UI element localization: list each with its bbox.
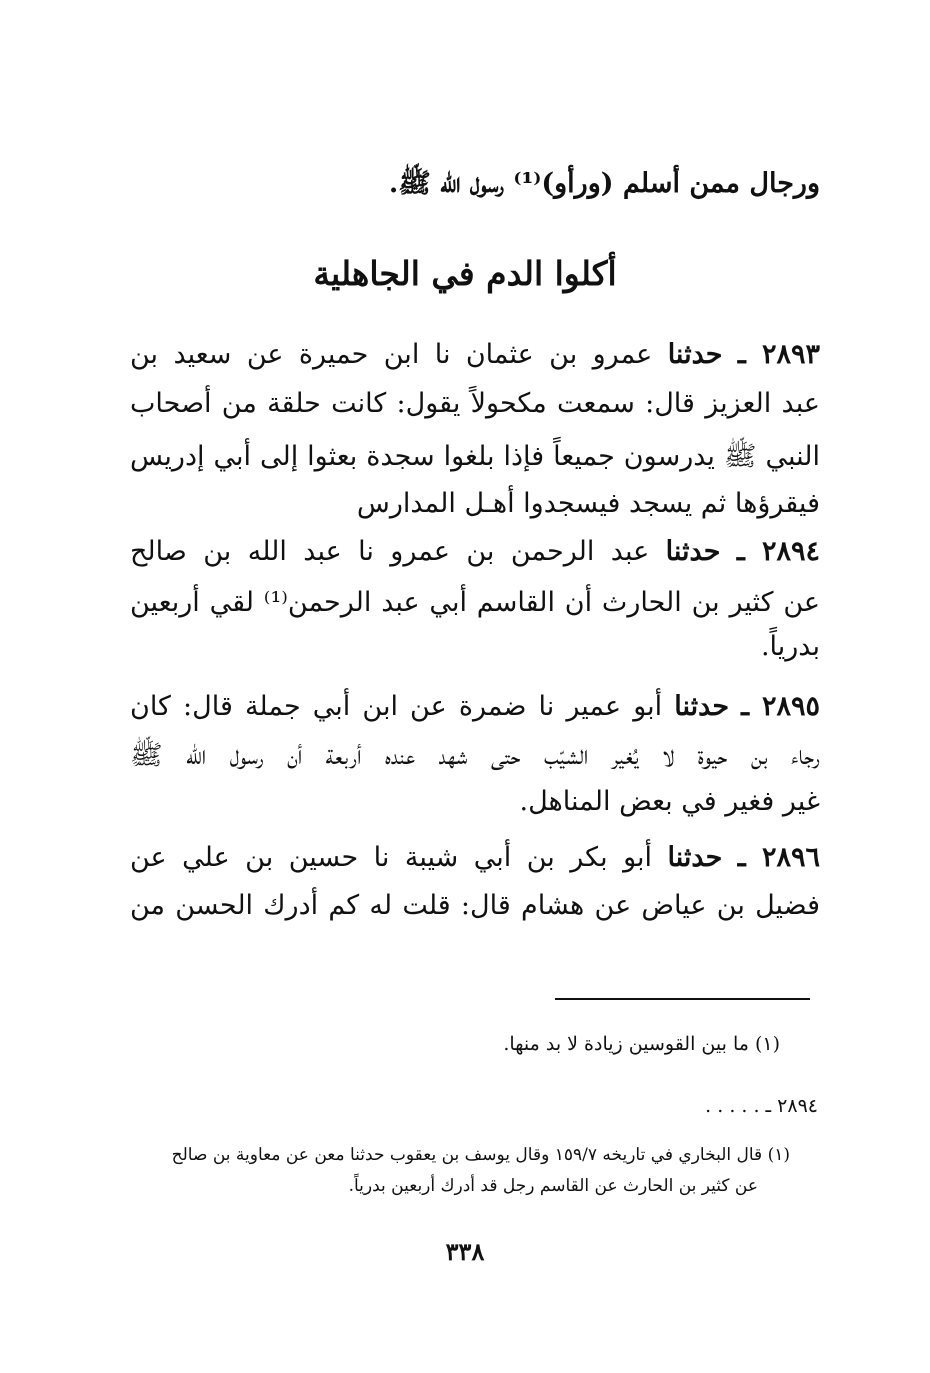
narration-keyword: حدثنا — [665, 536, 721, 567]
intro-line: ورجال ممن أسلم (ورأو)⁽¹⁾ رسول الله ﷺ. — [388, 168, 820, 199]
entry-2893-line-1 — [130, 335, 820, 375]
entry-text: أبو عمير نا ضمرة عن ابن أبي جملة قال: كان — [130, 691, 663, 722]
narration-keyword: حدثنا — [674, 691, 730, 722]
entry-number: ٢٨٩٥ ـ — [741, 691, 820, 722]
entry-2894-line-1 — [130, 532, 820, 572]
entry-number: ٢٨٩٣ ـ — [737, 339, 821, 370]
footnote-reference-2894: ٢٨٩٤ ـ . . . . . — [705, 1095, 818, 1117]
footnote-2-line-1: (١) قال البخاري في تاريخه ١٥٩/٧ وقال يوسف بن يعقوب حدثنا معن عن معاوية بن صالح — [171, 1145, 790, 1165]
footnote-1: (١) ما بين القوسين زيادة لا بد منها. — [503, 1033, 780, 1055]
entry-2894-line-3: بدرياً. — [760, 631, 820, 662]
entry-2895-line-3: غير فغير في بعض المناهل. — [519, 786, 820, 817]
entry-number: ٢٨٩٤ ـ — [736, 536, 821, 567]
entry-2893-line-4: فيقرؤها ثم يسجد فيسجدوا أهـل المدارس — [356, 488, 820, 519]
entry-2896-line-1 — [130, 838, 820, 878]
entry-2895-line-1 — [130, 687, 820, 727]
footnote-separator — [555, 998, 810, 1000]
narration-keyword: حدثنا — [667, 339, 723, 370]
entry-2894-line-2: عن كثير بن الحارث أن القاسم أبي عبد الرحمن⁽¹⁾ لقي أربعين — [130, 587, 821, 618]
narration-keyword: حدثنا — [667, 842, 723, 873]
entry-2893-line-2: عبد العزيز قال: سمعت مكحولاً يقول: كانت حلقة من أصحاب — [130, 388, 820, 419]
entry-text: أبو بكر بن أبي شيبة نا حسين بن علي عن — [130, 842, 653, 873]
entry-2895-line-2: رجاء بن حيوة لا يُغير الشيّب حتى شهد عنده أربعة أن رسول الله ﷺ — [130, 740, 820, 771]
page-number: ٣٣٨ — [445, 1237, 485, 1266]
section-heading: أكلوا الدم في الجاهلية — [313, 254, 617, 293]
entry-2893-line-3: النبي ﷺ يدرسون جميعاً فإذا بلغوا سجدة بعثوا إلى أبي إدريس — [130, 441, 820, 472]
footnote-2-line-2: عن كثير بن الحارث عن القاسم رجل قد أدرك أربعين بدرياً. — [348, 1176, 758, 1196]
entry-number: ٢٨٩٦ ـ — [737, 842, 820, 873]
entry-text: عبد الرحمن بن عمرو نا عبد الله بن صالح — [130, 536, 650, 567]
entry-2896-line-2: فضيل بن عياض عن هشام قال: قلت له كم أدرك الحسن من — [130, 890, 820, 921]
entry-text: عمرو بن عثمان نا ابن حميرة عن سعيد بن — [130, 339, 653, 370]
